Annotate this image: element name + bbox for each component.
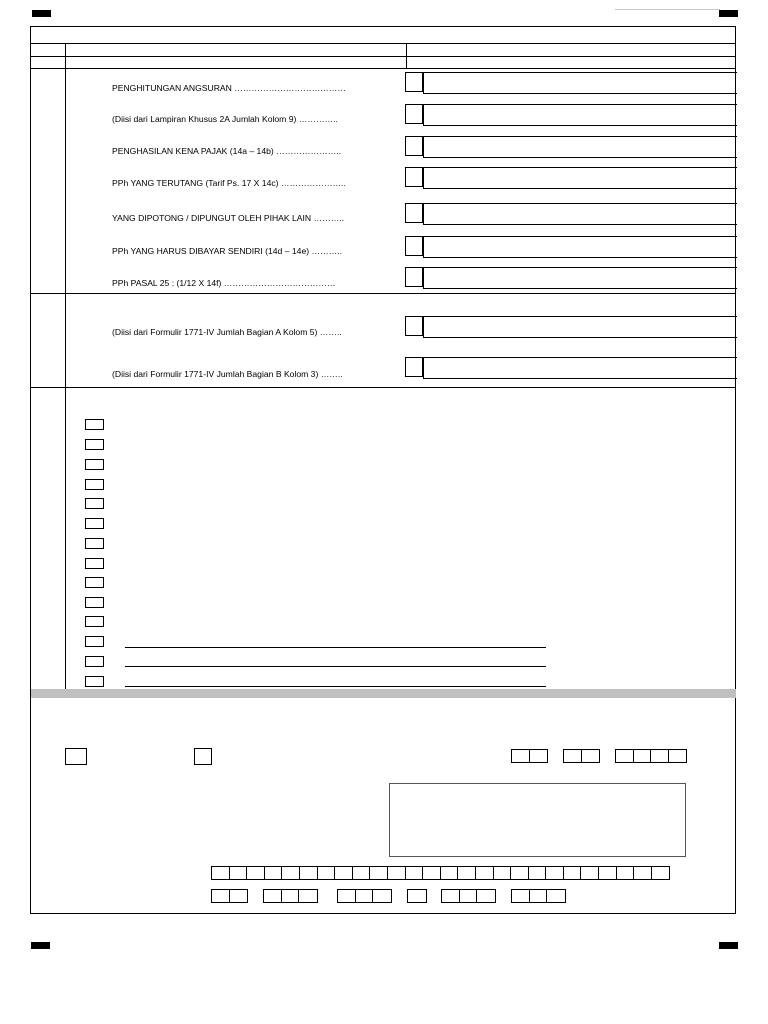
value-column-divider bbox=[406, 43, 407, 68]
row-code-box bbox=[405, 104, 423, 124]
attachment-checkbox[interactable] bbox=[85, 459, 104, 470]
row-code-box bbox=[405, 136, 423, 156]
row-code-box bbox=[405, 357, 423, 377]
amount-field-e[interactable] bbox=[423, 203, 737, 225]
date-day-cells[interactable] bbox=[511, 749, 548, 763]
form-frame bbox=[30, 26, 736, 914]
header-line-3 bbox=[31, 68, 736, 69]
date-year-cells[interactable] bbox=[615, 749, 687, 763]
amount-field-g[interactable] bbox=[423, 267, 737, 289]
row-label-dipotong-dipungut: YANG DIPOTONG / DIPUNGUT OLEH PIHAK LAIN ……….. bbox=[112, 213, 345, 223]
npwp-cells-3[interactable] bbox=[337, 889, 392, 903]
attachment-checkbox[interactable] bbox=[85, 676, 104, 687]
attachment-checkbox[interactable] bbox=[85, 439, 104, 450]
section-divider-1 bbox=[31, 293, 736, 294]
amount-field-b[interactable] bbox=[423, 104, 737, 126]
date-month-cells[interactable] bbox=[563, 749, 600, 763]
signer-name-cells[interactable] bbox=[211, 866, 670, 880]
taxpayer-checkbox[interactable] bbox=[65, 748, 87, 765]
amount-field-i[interactable] bbox=[423, 357, 737, 379]
section-separator-bar bbox=[31, 689, 736, 698]
signature-box[interactable] bbox=[389, 783, 686, 857]
top-rule bbox=[615, 9, 720, 10]
row-code-box bbox=[405, 316, 423, 336]
attachment-checkbox[interactable] bbox=[85, 419, 104, 430]
npwp-cells-1[interactable] bbox=[211, 889, 248, 903]
amount-field-c[interactable] bbox=[423, 136, 737, 158]
npwp-cells-2[interactable] bbox=[263, 889, 318, 903]
amount-field-f[interactable] bbox=[423, 236, 737, 258]
row-code-box bbox=[405, 203, 423, 223]
row-label-dibayar-sendiri: PPh YANG HARUS DIBAYAR SENDIRI (14d – 14e) ……….. bbox=[112, 246, 343, 256]
registration-mark-bottom-right bbox=[719, 942, 738, 949]
attachment-checkbox[interactable] bbox=[85, 577, 104, 588]
row-code-box bbox=[405, 72, 423, 92]
row-label-penghasilan-kena-pajak: PENGHASILAN KENA PAJAK (14a – 14b) ………………….. bbox=[112, 146, 342, 156]
registration-mark-bottom-left bbox=[31, 942, 50, 949]
attachment-checkbox[interactable] bbox=[85, 538, 104, 549]
amount-field-d[interactable] bbox=[423, 167, 737, 189]
npwp-cells-4[interactable] bbox=[407, 889, 427, 903]
header-line-2 bbox=[31, 56, 736, 57]
section-divider-2 bbox=[31, 387, 736, 388]
row-label-formulir-bagian-b: (Diisi dari Formulir 1771-IV Jumlah Bagian B Kolom 3) …….. bbox=[112, 369, 343, 379]
row-label-lampiran-khusus: (Diisi dari Lampiran Khusus 2A Jumlah Kolom 9) ………….. bbox=[112, 114, 338, 124]
row-code-box bbox=[405, 267, 423, 287]
npwp-cells-6[interactable] bbox=[511, 889, 566, 903]
row-code-box bbox=[405, 167, 423, 187]
proxy-checkbox[interactable] bbox=[194, 748, 212, 765]
other-attachment-line[interactable] bbox=[125, 686, 546, 687]
attachment-checkbox[interactable] bbox=[85, 498, 104, 509]
registration-mark-top-right bbox=[719, 10, 738, 17]
row-label-penghitungan-angsuran: PENGHITUNGAN ANGSURAN ………………………………… bbox=[112, 83, 346, 93]
row-label-pph-pasal-25: PPh PASAL 25 : (1/12 X 14f) ………………………………… bbox=[112, 278, 336, 288]
attachment-checkbox[interactable] bbox=[85, 616, 104, 627]
attachment-checkbox[interactable] bbox=[85, 558, 104, 569]
other-attachment-line[interactable] bbox=[125, 647, 546, 648]
other-attachment-line[interactable] bbox=[125, 666, 546, 667]
attachment-checkbox[interactable] bbox=[85, 479, 104, 490]
attachment-checkbox[interactable] bbox=[85, 518, 104, 529]
row-label-formulir-bagian-a: (Diisi dari Formulir 1771-IV Jumlah Bagian A Kolom 5) …….. bbox=[112, 327, 342, 337]
npwp-cells-5[interactable] bbox=[441, 889, 496, 903]
amount-field-a[interactable] bbox=[423, 72, 737, 94]
header-line-1 bbox=[31, 43, 736, 44]
attachment-checkbox[interactable] bbox=[85, 656, 104, 667]
row-code-box bbox=[405, 236, 423, 256]
row-label-pph-terutang: PPh YANG TERUTANG (Tarif Ps. 17 X 14c) ………………….. bbox=[112, 178, 346, 188]
attachment-checkbox[interactable] bbox=[85, 636, 104, 647]
number-column-divider bbox=[65, 43, 66, 689]
amount-field-h[interactable] bbox=[423, 316, 737, 338]
registration-mark-top-left bbox=[32, 10, 51, 17]
attachment-checkbox[interactable] bbox=[85, 597, 104, 608]
